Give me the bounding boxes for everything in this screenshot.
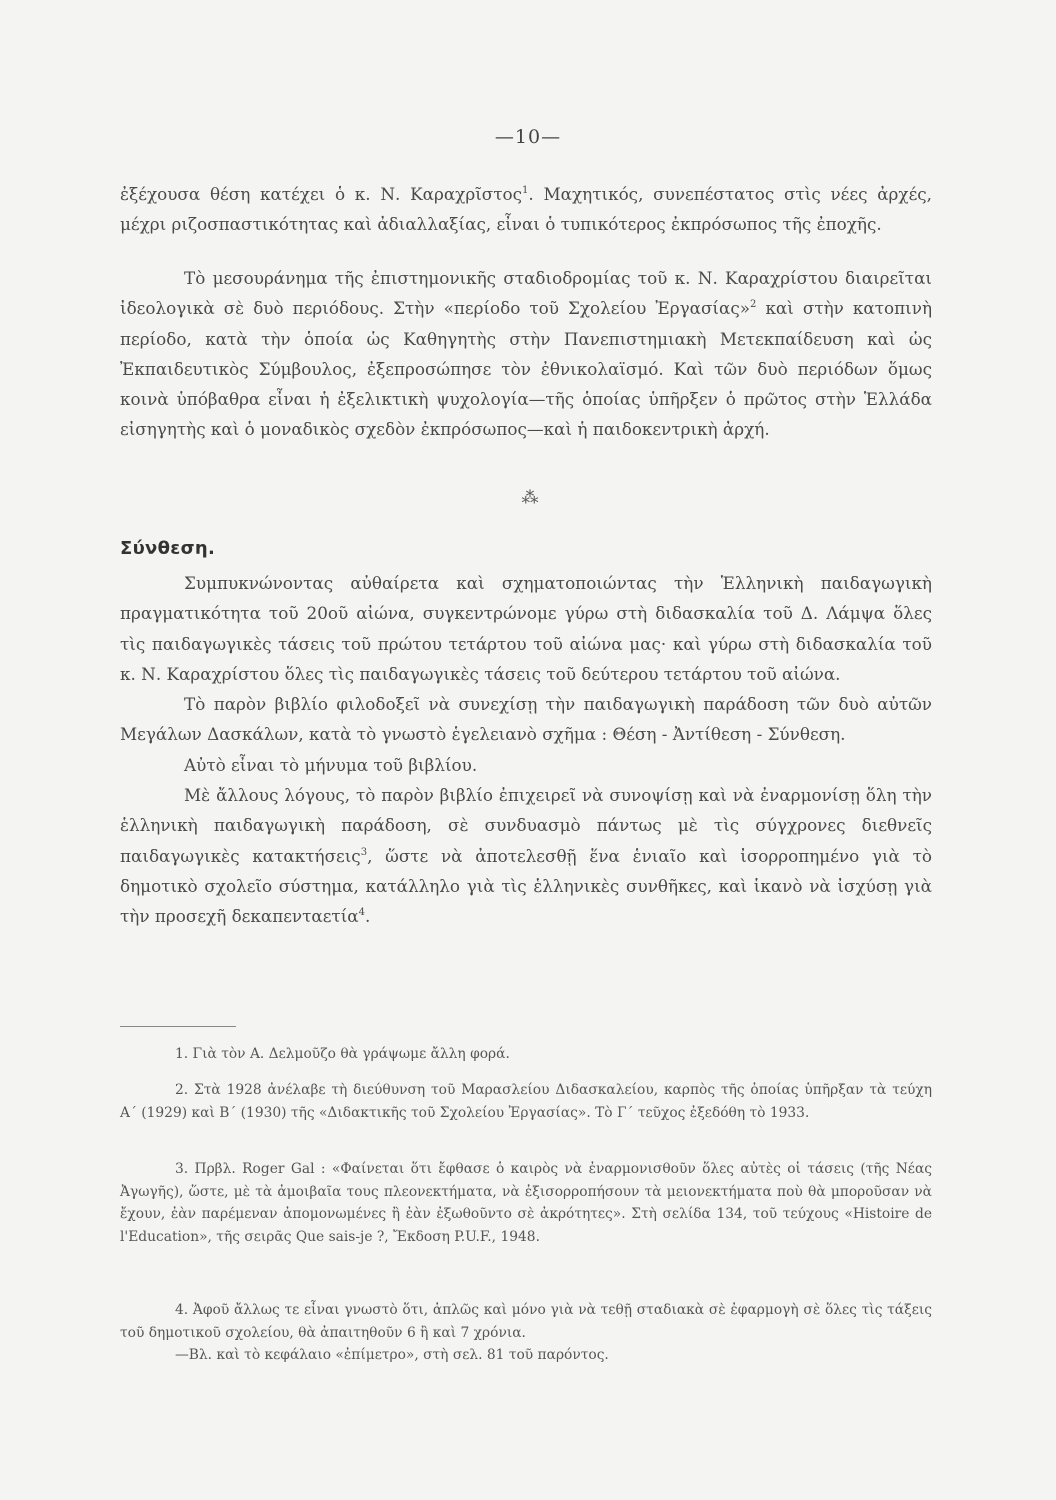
footnote-4-addendum: —Βλ. καὶ τὸ κεφάλαιο «ἐπίμετρο», στὴ σελ. 81 τοῦ παρόντος. bbox=[175, 1347, 609, 1364]
footnote-ref-2[interactable]: 2 bbox=[750, 299, 757, 311]
paragraph-2-end: καὶ στὴν κατοπινὴ περίοδο, κατὰ τὴν ὁποία ὡς Καθηγητὴς στὴν Πανεπιστημιακὴ Μετεκπαίδευση καὶ ὡς Ἐκπαιδευτικὸς Σύμβουλος, ἐξεπροσώπησε τὸν ἐθνικολαϊσμό. Καὶ τῶν δυὸ περιόδων ὅμως κοινὰ ὑπόβαθρα εἶναι ἡ ἐξελικτικὴ ψυχολογία—τῆς ὁποίας ὑπῆρξεν ὁ πρῶτος στὴν Ἑλλάδα εἰσηγητὴς καὶ ὁ μοναδικὸς σχεδὸν ἐκπρόσωπος—καὶ ἡ παιδοκεντρικὴ ἀρχή. bbox=[120, 298, 933, 440]
footnote-4 bbox=[120, 1299, 932, 1367]
footnote-divider bbox=[120, 1026, 236, 1027]
paragraph-1-start: ἐξέχουσα θέση κατέχει ὁ κ. Ν. Καραχρῖστος bbox=[120, 184, 523, 204]
section-paragraph-3: Αὐτὸ εἶναι τὸ μήνυμα τοῦ βιβλίου. bbox=[184, 754, 478, 775]
section-paragraph-4-middle: , ὥστε νὰ ἀποτελεσθῇ ἕνα ἑνιαῖο καὶ ἰσορροπημένο γιὰ τὸ δημοτικὸ σχολεῖο σύστημα, κατάλληλο γιὰ τὶς ἑλληνικὲς συνθῆκες, καὶ ἱκανὸ νὰ ἰσχύσῃ γιὰ τὴν προσεχῆ δεκαπενταετία bbox=[120, 845, 932, 927]
paragraph-2-start: Τὸ μεσουράνημα τῆς ἐπιστημονικῆς σταδιοδρομίας τοῦ κ. Ν. Καραχρίστου διαιρεῖται ἰδεολογικὰ σὲ δυὸ περιόδους. Στὴν «περίοδο τοῦ Σχολείου Ἐργασίας» bbox=[120, 268, 932, 319]
footnote-ref-1[interactable]: 1 bbox=[522, 185, 529, 196]
footnote-2-text: 2. Στὰ 1928 ἀνέλαβε τὴ διεύθυνση τοῦ Μαρασλείου Διδασκαλείου, καρπὸς τῆς ὁποίας ὑπῆρξαν τὰ τεύχη Α΄ (1929) καὶ Β΄ (1930) τῆς «Διδακτικῆς τοῦ Σχολείου Ἐργασίας». Τὸ Γ΄ τεῦχος ἐξεδόθη τὸ 1933. bbox=[120, 1082, 932, 1121]
section-paragraph-1: Συμπυκνώνοντας αὐθαίρετα καὶ σχηματοποιώντας τὴν Ἑλληνικὴ παιδαγωγικὴ πραγματικότητα τοῦ 20οῦ αἰώνα, συγκεντρώνομε γύρω στὴ διδασκαλία τοῦ Δ. Λάμψα ὅλες τὶς παιδαγωγικὲς τάσεις τοῦ πρώτου τετάρτου τοῦ αἰώνα μας· καὶ γύρω στὴ διδασκαλία τοῦ κ. Ν. Καραχρίστου ὅλες τὶς παιδαγωγικὲς τάσεις τοῦ δεύτερου τετάρτου τοῦ αἰώνα. bbox=[120, 573, 932, 684]
footnote-ref-4[interactable]: 4 bbox=[358, 907, 365, 919]
section-paragraph-4-end: . bbox=[365, 906, 371, 927]
section-paragraph-2: Τὸ παρὸν βιβλίο φιλοδοξεῖ νὰ συνεχίσῃ τὴν παιδαγωγικὴ παράδοση τῶν δυὸ αὐτῶν Μεγάλων Δασκάλων, κατὰ τὸ γνωστὸ ἑγελειανὸ σχῆμα : Θέση - Ἀντίθεση - Σύνθεση. bbox=[120, 694, 932, 745]
paragraph-1 bbox=[120, 179, 932, 240]
footnote-1 bbox=[120, 1043, 932, 1066]
asterism-divider: ⁂ bbox=[521, 488, 539, 508]
footnote-2 bbox=[120, 1079, 932, 1124]
section-body bbox=[120, 568, 932, 932]
page-number: —10— bbox=[494, 126, 562, 148]
footnote-1-text: 1. Γιὰ τὸν Α. Δελμοῦζο θὰ γράψωμε ἄλλη φορά. bbox=[175, 1046, 510, 1062]
footnote-ref-3[interactable]: 3 bbox=[360, 846, 368, 858]
section-heading: Σύνθεση. bbox=[120, 538, 216, 559]
paragraph-2 bbox=[120, 263, 932, 445]
section-paragraph-4 bbox=[120, 780, 932, 931]
paragraph-1-end: . Μαχητικός, συνεπέστατος στὶς νέες ἀρχές, μέχρι ριζοσπαστικότητας καὶ ἀδιαλλαξίας, εἶναι ὁ τυπικότερος ἐκπρόσωπος τῆς ἐποχῆς. bbox=[120, 184, 932, 235]
footnote-3 bbox=[120, 1158, 932, 1248]
section-paragraph-4-start: Μὲ ἄλλους λόγους, τὸ παρὸν βιβλίο ἐπιχειρεῖ νὰ συνοψίσῃ καὶ νὰ ἐναρμονίσῃ ὅλη τὴν ἑλληνικὴ παιδαγωγικὴ παράδοση, σὲ συνδυασμὸ πάντως μὲ τὶς σύγχρονες διεθνεῖς παιδαγωγικὲς κατακτήσεις bbox=[120, 785, 932, 866]
footnote-4-text: 4. Ἀφοῦ ἄλλως τε εἶναι γνωστὸ ὅτι, ἁπλῶς καὶ μόνο γιὰ νὰ τεθῇ σταδιακὰ σὲ ἐφαρμογὴ σὲ ὅλες τὶς τάξεις τοῦ δημοτικοῦ σχολείου, θὰ ἀπαιτηθοῦν 6 ἢ καὶ 7 χρόνια. bbox=[120, 1302, 932, 1341]
footnote-3-text: 3. Πρβλ. Roger Gal : «Φαίνεται ὅτι ἔφθασε ὁ καιρὸς νὰ ἐναρμονισθοῦν ὅλες αὐτὲς οἱ τάσεις (τῆς Νέας Ἀγωγῆς), ὥστε, μὲ τὰ ἀμοιβαῖα τους πλεονεκτήματα, νὰ ἐξισορροπήσουν τὰ μειονεκτήματα ποὺ θὰ μποροῦσαν νὰ ἔχουν, ἐὰν παρέμεναν ἀπομονωμένες ἢ ἐὰν ἐξωθοῦντο σὲ ἀκρότητες». Στὴ σελίδα 134, τοῦ τεύχους «Histoire de l'Education», τῆς σειρᾶς Que sais-je ?, Ἔκδοση P.U.F., 1948. bbox=[120, 1161, 932, 1245]
